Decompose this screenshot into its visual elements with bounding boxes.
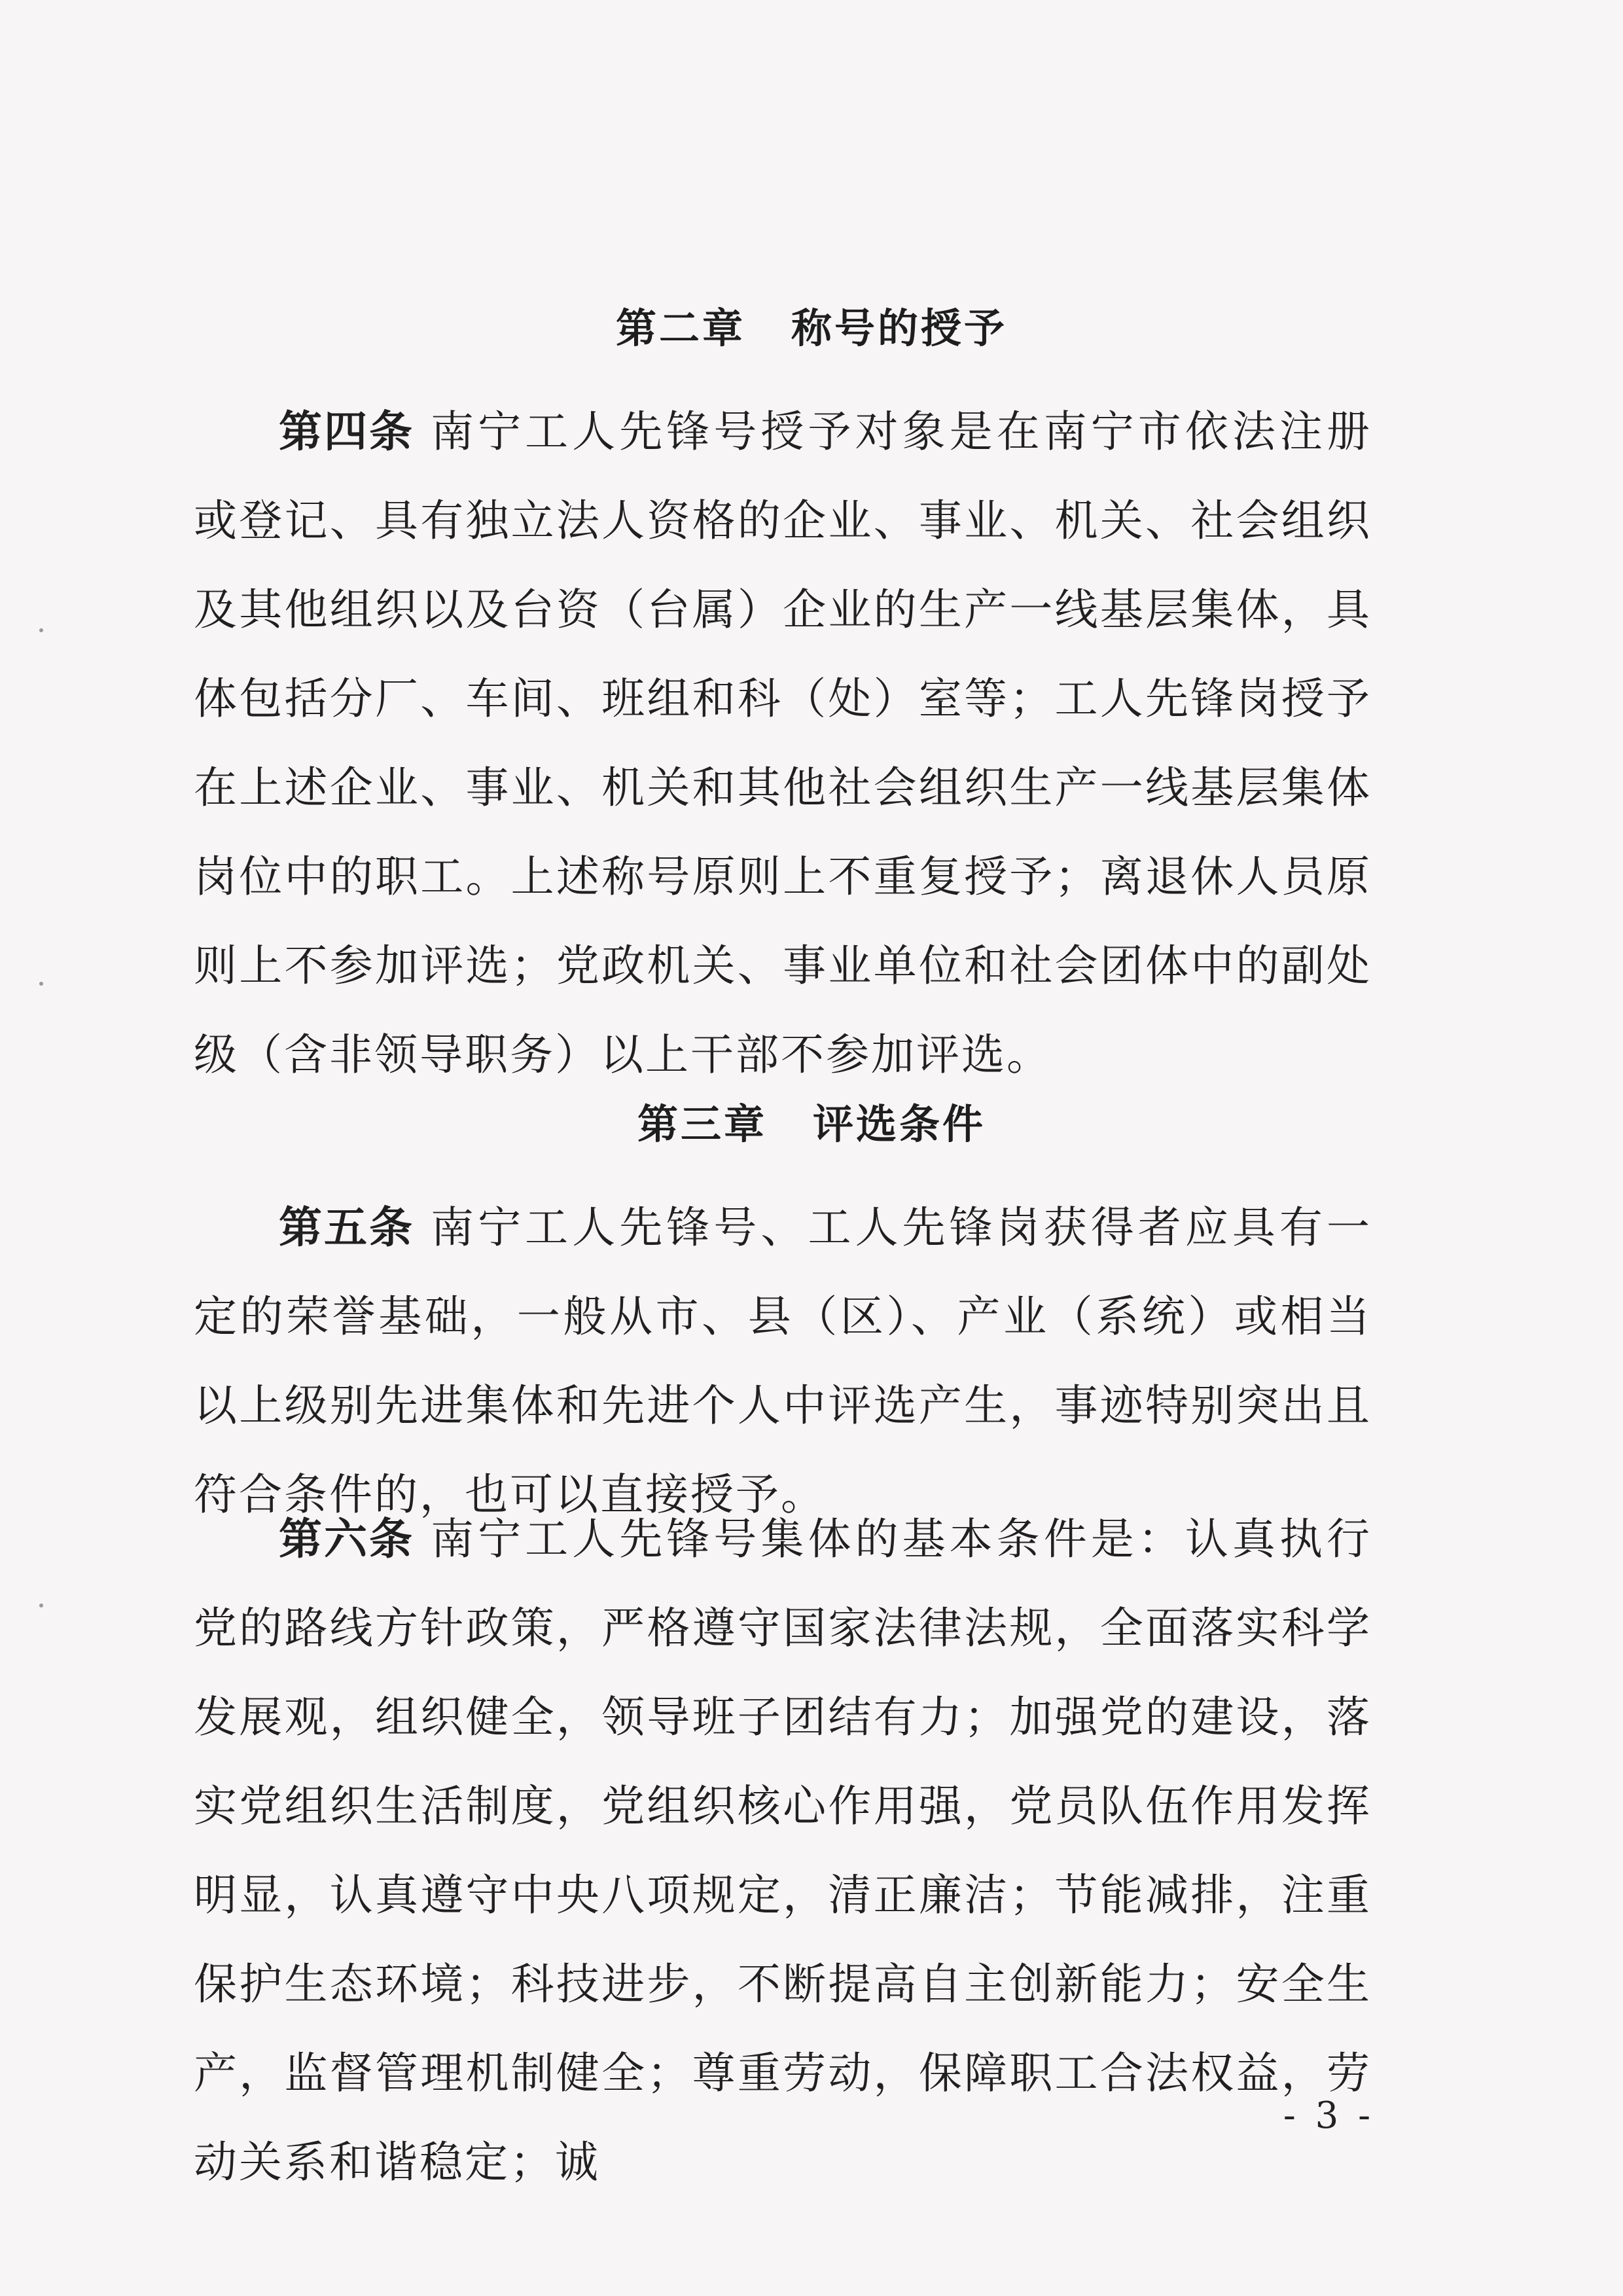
chapter-3-heading <box>0 1092 1623 1150</box>
article-6-paragraph <box>194 1495 1372 2207</box>
scan-mark <box>39 982 43 986</box>
page-number: - 3 - <box>1283 2094 1374 2137</box>
article-5-text: 南宁工人先锋号、工人先锋岗获得者应具有一定的荣誉基础，一般从市、县（区）、产业（系统）或相当以上级别先进集体和先进个人中评选产生，事迹特别突出且符合条件的，也可以直接授予。 <box>194 1202 1372 1520</box>
article-4-text: 南宁工人先锋号授予对象是在南宁市依法注册或登记、具有独立法人资格的企业、事业、机关、社会组织及其他组织以及台资（台属）企业的生产一线基层集体，具体包括分厂、车间、班组和科（处）室等；工人先锋岗授予在上述企业、事业、机关和其他社会组织生产一线基层集体岗位中的职工。上述称号原则上不重复授予；离退休人员原则上不参加评选；党政机关、事业单位和社会团体中的副处级（含非领导职务）以上干部不参加评选。 <box>194 406 1372 1080</box>
chapter-2-number: 第二章 <box>615 304 745 352</box>
scan-mark <box>39 628 43 632</box>
article-4-paragraph <box>194 387 1372 1100</box>
chapter-3-number: 第三章 <box>637 1100 767 1148</box>
article-5-paragraph <box>194 1183 1372 1539</box>
article-5-label: 第五条 <box>279 1202 414 1253</box>
chapter-2-heading <box>0 296 1623 354</box>
article-4-label: 第四条 <box>279 406 414 457</box>
scan-mark <box>39 1604 43 1607</box>
article-6-text: 南宁工人先锋号集体的基本条件是：认真执行党的路线方针政策，严格遵守国家法律法规，全面落实科学发展观，组织健全，领导班子团结有力；加强党的建设，落实党组织生活制度，党组织核心作用强，党员队伍作用发挥明显，认真遵守中央八项规定，清正廉洁；节能减排，注重保护生态环境；科技进步，不断提高自主创新能力；安全生产，监督管理机制健全；尊重劳动，保障职工合法权益，劳动关系和谐稳定；诚 <box>194 1514 1372 2187</box>
chapter-3-title: 评选条件 <box>813 1100 986 1148</box>
article-6-label: 第六条 <box>279 1514 414 1564</box>
chapter-2-title: 称号的授予 <box>791 304 1008 352</box>
